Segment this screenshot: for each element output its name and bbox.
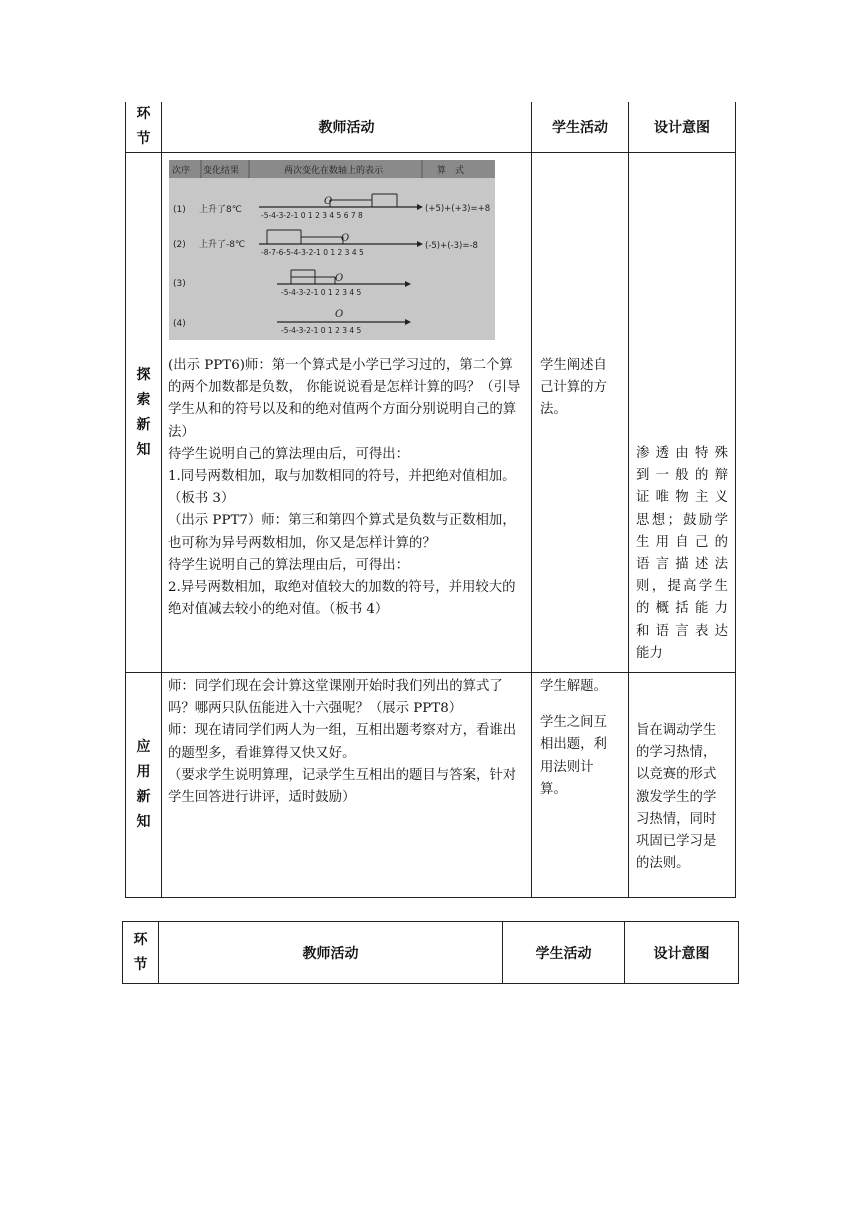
header-row: [126, 102, 736, 153]
paragraph: (出示 PPT6)师：第一个算式是小学已学习过的，第二个算的两个加数都是负数， 你能说说看是怎样计算的吗？（引导学生从和的符号以及和的绝对值两个方面分别说明自己的算法）: [168, 358, 521, 440]
paragraph: 学生之间互相出题，利用法则计算。: [540, 715, 607, 797]
explore-student: [532, 153, 629, 673]
intent-line: 生用自己的: [636, 534, 728, 550]
apply-intent: [629, 673, 736, 898]
header-section: [123, 922, 159, 984]
figure-row-formula: (+5)+(+3)=+8: [425, 204, 491, 214]
figure-header-cell: 算 式: [437, 166, 465, 176]
figure-header-cell: 次序: [172, 166, 191, 176]
header-teacher: 教师活动: [159, 922, 503, 984]
origin-label: O: [335, 273, 344, 284]
axis-ticks: -5-4-3-2-1 0 1 2 3 4 5: [281, 326, 362, 335]
paragraph: 师：现在请同学们两人为一组，互相出题考察对方，看谁出的题型多，看谁算得又快又好。: [168, 723, 517, 761]
intent-line: 思想；鼓励学: [636, 512, 728, 528]
section-char: 新: [136, 789, 151, 805]
figure-row-index: (3): [173, 279, 186, 289]
paragraph: 1.同号两数相加，取与加数相同的符号，并把绝对值相加。（板书 3）: [168, 469, 516, 507]
intent-line: 到一般的辩: [636, 468, 728, 484]
axis-ticks: -5-4-3-2-1 0 1 2 3 4 5: [281, 288, 362, 297]
paragraph: （出示 PPT7）师：第三和第四个算式是负数与正数相加，也可称为异号两数相加，你又是怎样计算的？: [168, 513, 516, 551]
number-line-svg: [169, 160, 495, 340]
intent-line: 能力: [636, 645, 663, 661]
paragraph: 师：同学们现在会计算这堂课刚开始时我们列出的算式了吗？哪两只队伍能进入十六强呢？（展示 PPT8）: [168, 679, 503, 717]
paragraph: 待学生说明自己的算法理由后，可得出：: [168, 557, 410, 573]
intent-line: 则，提高学生: [636, 579, 728, 595]
apply-teacher-text: [162, 676, 531, 809]
section-char: 索: [136, 391, 151, 408]
apply-section: [126, 673, 162, 898]
figure-header-cell: 两次变化在数轴上的表示: [284, 166, 384, 176]
figure-row-formula: (-5)+(-3)=-8: [425, 241, 478, 251]
explore-intent: [629, 153, 736, 673]
apply-student: [532, 673, 629, 898]
apply-intent-text: 旨在调动学生的学习热情，以竞赛的形式激发学生的学习热情，同时巩固已学习是的法则。: [636, 723, 717, 872]
intent-line: 渗透由特殊: [636, 446, 728, 461]
figure-row-index: (2): [173, 240, 186, 250]
figure-row-result: 上升了-8℃: [199, 240, 246, 250]
section-char: 知: [136, 814, 151, 830]
paragraph: （要求学生说明算理，记录学生互相出的题目与答案，针对学生回答进行讲评，适时鼓励）: [168, 767, 517, 806]
figure-row-index: (4): [173, 319, 186, 329]
section-char: 应: [136, 739, 151, 755]
lesson-table: [125, 102, 736, 898]
explore-student-text: 学生阐述自己计算的方法。: [540, 358, 607, 418]
paragraph: 学生解题。: [540, 679, 607, 694]
explore-teacher-text: [162, 355, 531, 621]
section-char: 探: [136, 366, 151, 383]
header-section-char: 环: [136, 106, 151, 122]
paragraph: 待学生说明自己的算法理由后，可得出：: [168, 446, 410, 462]
header-intent: 设计意图: [629, 102, 736, 153]
header-section: [126, 102, 162, 153]
explore-teacher: [162, 153, 532, 673]
header-section-char: 环: [133, 931, 148, 948]
origin-label: O: [341, 233, 350, 244]
explore-section: [126, 153, 162, 673]
header-student: 学生活动: [503, 922, 625, 984]
explore-intent-text: [629, 443, 735, 665]
section-char: 用: [136, 764, 151, 780]
axis-arrow: [405, 319, 411, 325]
header-student: 学生活动: [532, 102, 629, 153]
axis-ticks: -5-4-3-2-1 0 1 2 3 4 5 6 7 8: [261, 211, 363, 220]
apply-student-text: [532, 676, 628, 801]
figure-row-result: 上升了8℃: [199, 205, 242, 215]
number-line-figure: [169, 160, 495, 340]
apply-row: [126, 673, 736, 898]
header-row: [123, 922, 739, 984]
intent-line: 语言描述法: [636, 557, 728, 573]
origin-label: O: [324, 196, 333, 207]
intent-line: 和语言表达: [636, 623, 728, 639]
header-section-char: 节: [136, 131, 151, 147]
intent-line: 的概括能力: [636, 601, 728, 617]
axis-arrow: [417, 204, 423, 210]
header-intent: 设计意图: [625, 922, 739, 984]
axis-arrow: [417, 241, 423, 247]
paragraph: 2.异号两数相加，取绝对值较大的加数的符号，并用较大的绝对值减去较小的绝对值。（板书 4）: [168, 580, 516, 618]
axis-arrow: [405, 281, 411, 287]
intent-line: 证唯物主义: [636, 490, 728, 506]
figure-header-cell: 变化结果: [203, 166, 240, 176]
apply-teacher: [162, 673, 532, 898]
section-char: 新: [136, 416, 151, 433]
axis-ticks: -8-7-6-5-4-3-2-1 0 1 2 3 4 5: [261, 248, 364, 257]
explore-row: [126, 153, 736, 673]
origin-label: O: [335, 309, 344, 320]
header-table-repeat: [122, 921, 739, 984]
figure-row-index: (1): [173, 205, 186, 215]
section-char: 知: [136, 441, 151, 458]
header-teacher: 教师活动: [162, 102, 532, 153]
header-section-char: 节: [133, 956, 148, 973]
